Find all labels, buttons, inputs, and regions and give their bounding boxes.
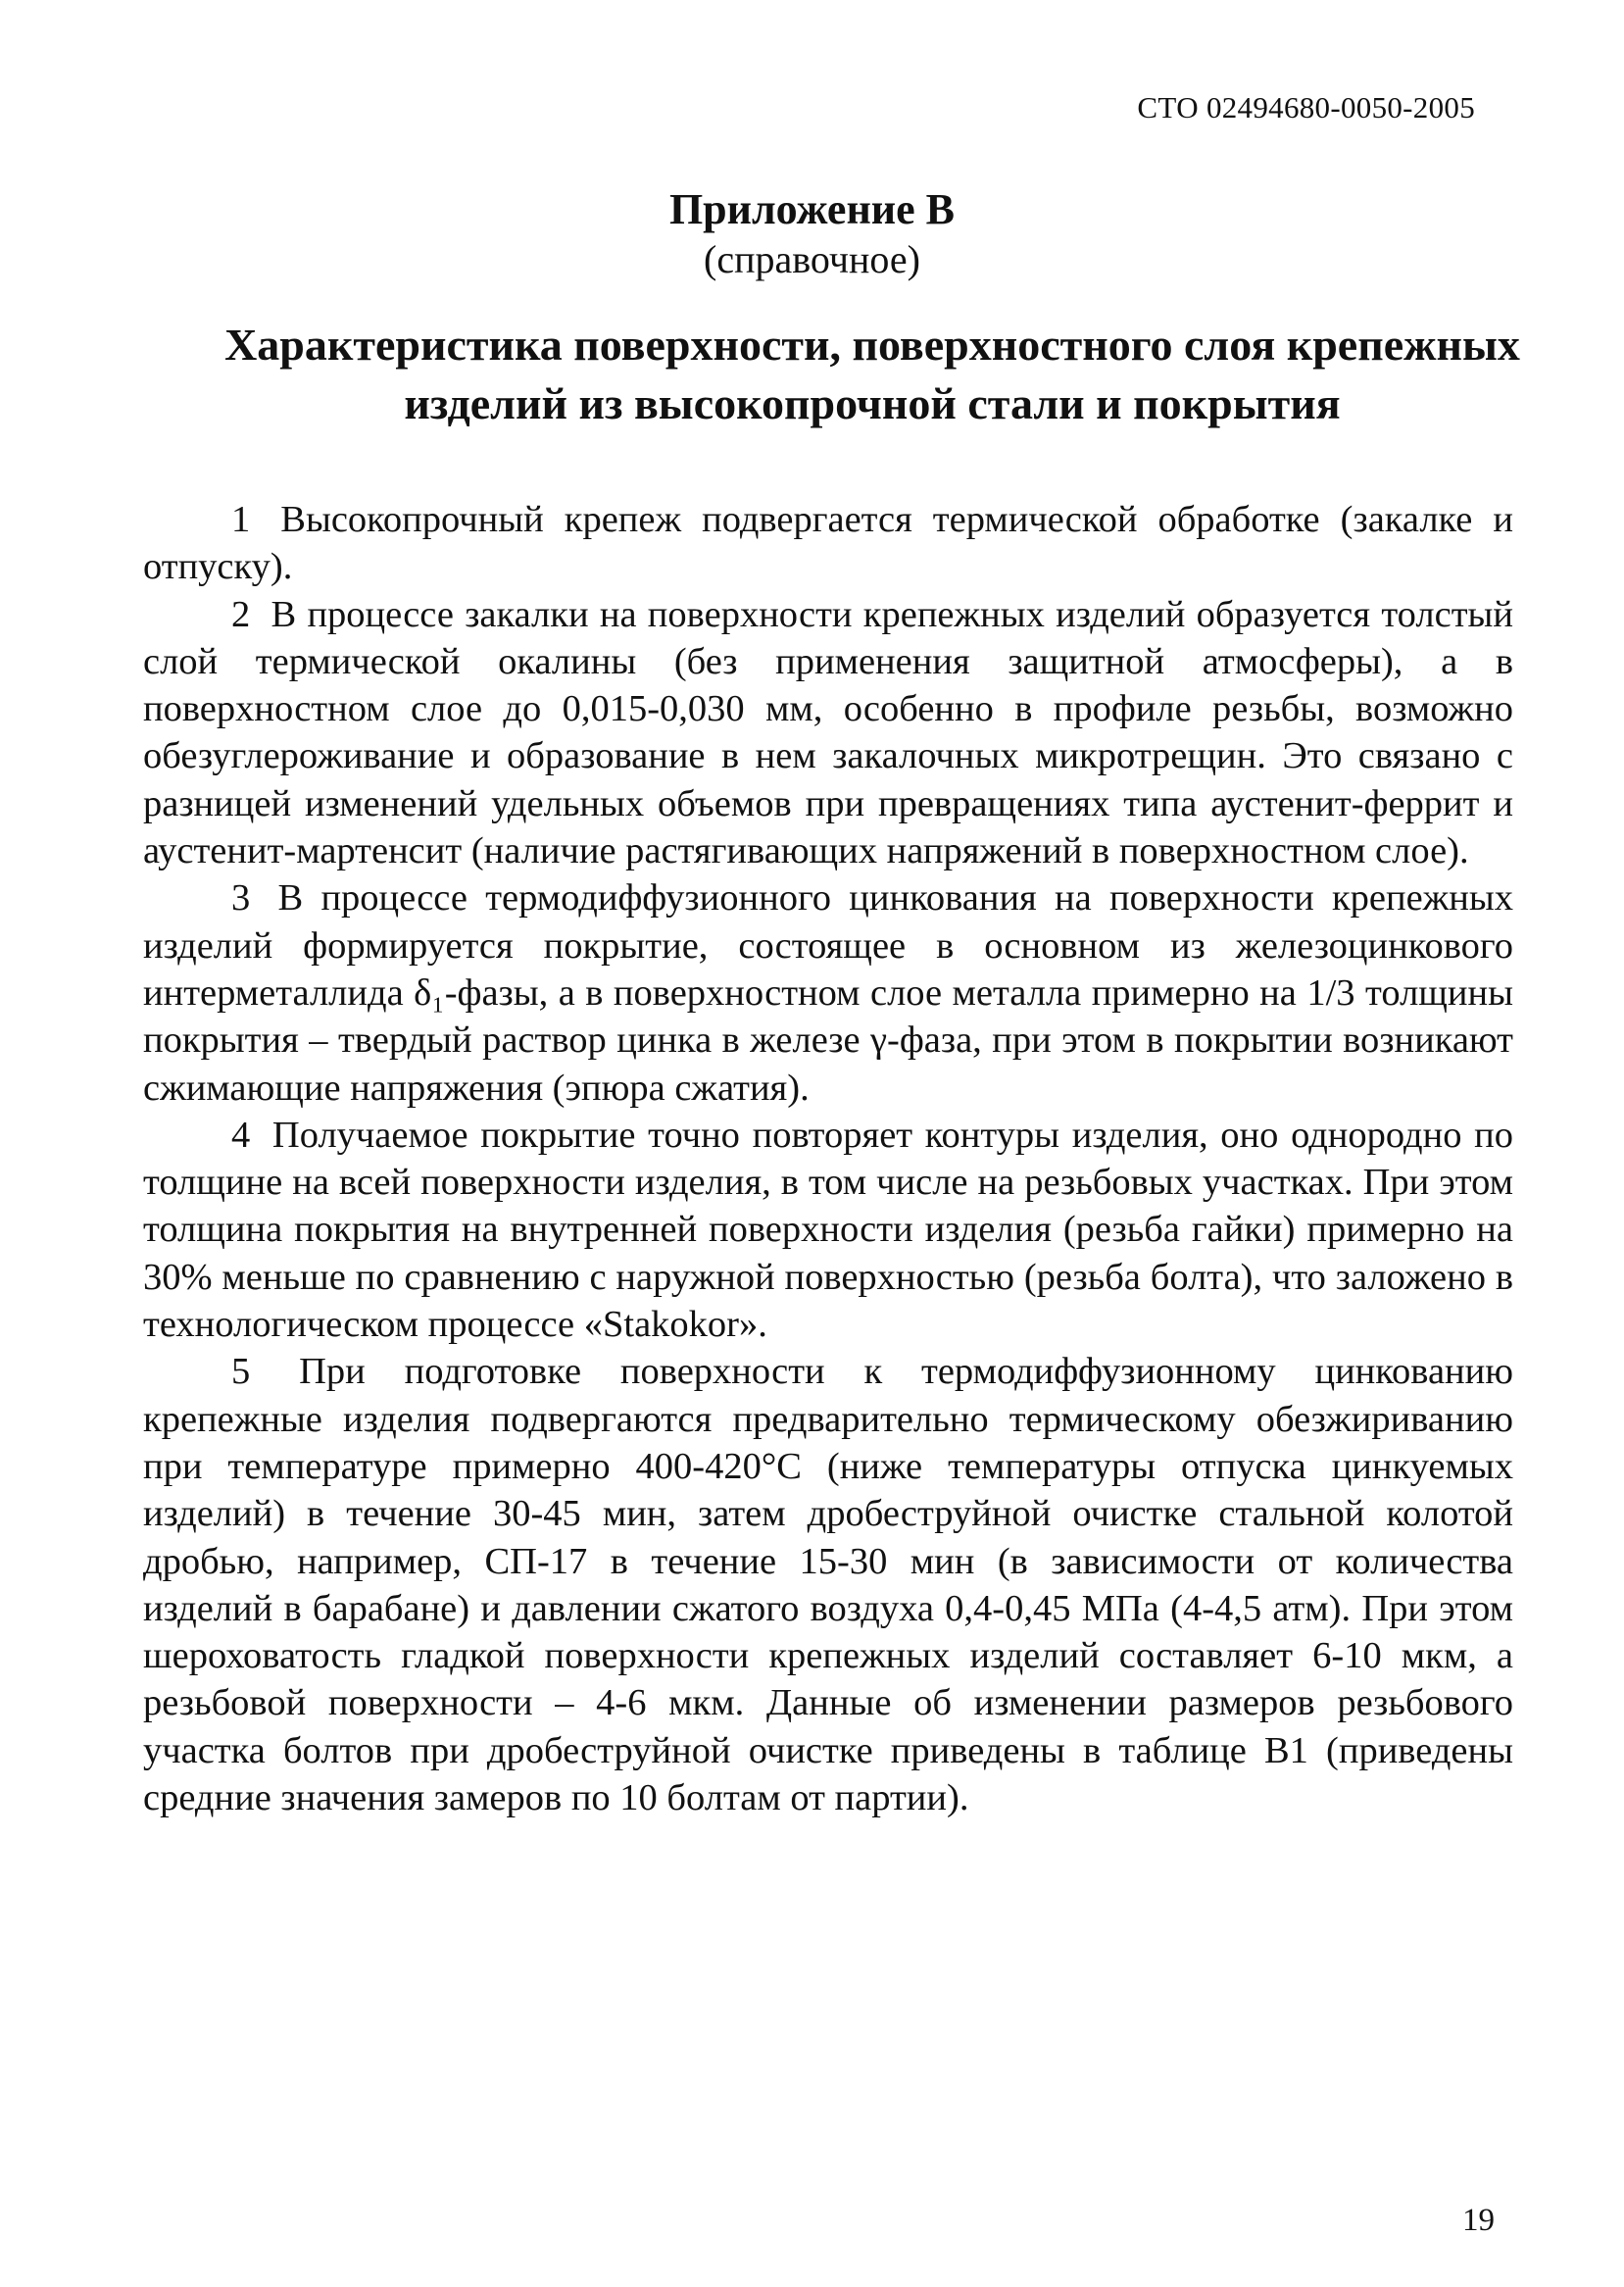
page-number: 19 xyxy=(1462,2203,1495,2238)
paragraph-4 xyxy=(143,1112,1513,1348)
paragraph-text: При подготовке поверхности к термодиффузионному цинкованию крепежные изделия подвергаются предварительно термическому обезжириванию при температуре примерно 400-420°С (ниже температуры отпуска цинкуемых изделий) в течение 30-45 мин, затем дробеструйной очистке стальной колотой дробью, например, СП-17 в течение 15-30 мин (в зависимости от количества изделий в барабане) и давлении сжатого воздуха 0,4-0,45 МПа (4-4,5 атм). При этом шероховатость гладкой поверхности крепежных изделий составляет 6-10 мкм, а резьбовой поверхности – 4-6 мкм. Данные об изменении размеров резьбового участка болтов при дробеструйной очистке приведены в таблице В1 (приведены средние значения замеров по 10 болтам от партии). xyxy=(143,1351,1514,1819)
paragraph-text: В процессе закалки на поверхности крепежных изделий образуется толстый слой термической окалины (без применения защитной атмосферы), а в поверхностном слое до 0,015-0,030 мм, особенно в профиле резьбы, возможно обезуглероживание и образование в нем закалочных микротрещин. Это связано с разницей изменений удельных объемов при превращениях типа аустенит-феррит и аустенит-мартенсит (наличие растягивающих напряжений в поверхностном слое). xyxy=(143,593,1513,872)
paragraph-text: В процессе термодиффузионного цинкования на поверхности крепежных изделий формируется покрытие, состоящее в основном из железоцинкового интерметаллида δ₁-фазы, а в поверхностном слое металла примерно на 1/3 толщины покрытия – твердый раствор цинка в железе γ-фаза, при этом в покрытии возникают сжимающие напряжения (эпюра сжатия). xyxy=(143,877,1514,1109)
paragraph-number: 5 xyxy=(231,1351,251,1393)
paragraph-text: Получаемое покрытие точно повторяет контуры изделия, оно однородно по толщине на всей поверхности изделия, в том числе на резьбовых участках. При этом толщина покрытия на внутренней поверхности изделия (резьба гайки) примерно на 30% меньше по сравнению с наружной поверхностью (резьба болта), что заложено в технологическом процессе «Stakokor». xyxy=(143,1114,1513,1346)
paragraph-5 xyxy=(143,1348,1513,1821)
paragraph-number: 4 xyxy=(231,1114,251,1156)
document-code: СТО 02494680-0050-2005 xyxy=(1137,90,1475,124)
paragraph-number: 3 xyxy=(231,877,251,920)
paragraph-2 xyxy=(143,591,1513,875)
appendix-heading xyxy=(0,184,1624,284)
appendix-title: Приложение В xyxy=(668,185,956,233)
paragraph-1 xyxy=(143,496,1513,591)
body-text xyxy=(143,496,1513,1821)
paragraph-number: 1 xyxy=(231,499,251,540)
section-title: Характеристика поверхности, поверхностного слоя крепежных изделий из высокопрочной стали и покрытия xyxy=(224,320,1520,428)
paragraph-3 xyxy=(143,874,1513,1111)
appendix-type: (справочное) xyxy=(704,237,920,281)
paragraph-number: 2 xyxy=(231,593,251,635)
paragraph-text: Высокопрочный крепеж подвергается термической обработке (закалке и отпуску). xyxy=(143,499,1514,588)
